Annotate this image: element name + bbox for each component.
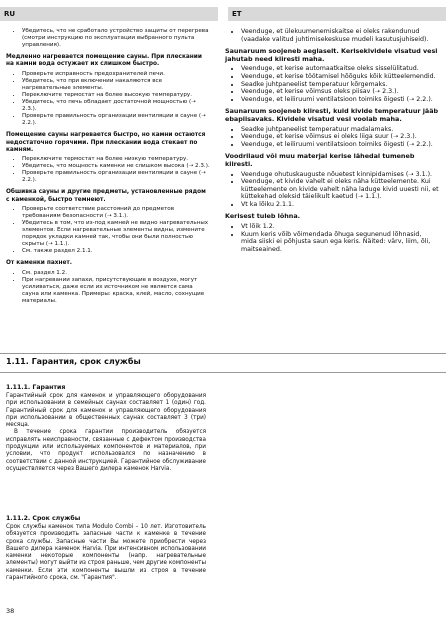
- list-item: • Vt lõik 1.2.: [241, 223, 439, 231]
- paragraph: В течение срока гарантии производитель обязуется исправлять неисправности, связанные с дефектом производства продукции или используемых компонентов и материалов, при условии, что продукт использовался по назначению в соответствии с данной инструкцией. Гарантийное обслуживание осуществляется через Вашего дилера каменок Harvia.: [6, 429, 206, 472]
- paragraph: Срок службы каменок типа Modulo Combi – 10 лет. Изготовитель обязуется производить запасные части к каменке в течение срока службы. Запасные части Вы можете приобрести через Вашего дилера каменок Harvia. При интенсивном использовании каменки некоторые компоненты (напр. нагревательные элементы) могут выйти из строя раньше, чем другие компоненты каменки. Если эти компоненты вышли из строя в течение гарантийного срока, см. "Гарантия".: [6, 524, 206, 582]
- list-item: • Переключите термостат на более высокую температуру.: [22, 92, 210, 99]
- list-item: • Veenduge, et kerise võimsus ei oleks liiga suur (➝ 2.3.).: [241, 133, 439, 141]
- paragraph: Гарантийный срок для каменок и управляющего оборудования при использовании в семейных саунах составляет 1 (один) год. Гарантийный срок для каменок и управляющего оборудования при использовании в общественных саунах составляет 3 (три) месяца.: [6, 393, 206, 429]
- et-intro-list: [225, 28, 439, 43]
- list-item: • Проверьте соответствие расстояний до предметов требованиям безопасности (➝ 3.1.).: [22, 206, 210, 220]
- ru-service-life-subsection: [6, 515, 206, 582]
- et-block-heading: Saunaruum soojeneb aeglaselt. Kerisekividele visatud vesi jahutab need kiiresti maha.: [225, 47, 438, 63]
- ru-block-list: [6, 206, 210, 256]
- list-item: • При нагревании запахи, присутствующие в воздухе, могут усиливаться, даже если их источником не является сама сауна или каменка. Примеры: краска, клей, масло, сохнущие материалы.: [22, 277, 210, 305]
- et-block-list: [225, 223, 439, 253]
- ru-block-heading: От каменки пахнет.: [6, 260, 72, 267]
- list-item: • Убедитесь в том, что из-под камней не видно нагревательных элементов. Если нагревательные элементы видны, измените порядок укладки камней так, чтобы они были полностью скрыты (➝ 1.1.).: [22, 220, 210, 248]
- ru-troubleshooting-column: [6, 28, 210, 305]
- section-title-warranty: 1.11. Гарантия, срок службы: [6, 357, 141, 366]
- list-item: • Kuum keris võib võimendada õhuga segunenud lõhnasid, mida siiski ei põhjusta saun ega keris. Näited: värv, liim, õli, maitseained.: [241, 231, 439, 254]
- list-item: • Vt ka lõiku 2.1.1.: [241, 201, 439, 209]
- list-item: • Убедитесь, что не сработало устройство защиты от перегрева (смотри инструкцию по эксплуатации выбранного пульта управления).: [22, 28, 210, 49]
- section-divider-bottom: [0, 372, 446, 373]
- ru-block-heading: Помещение сауны нагревается быстро, но камни остаются недостаточно горячими. При плескании вода стекает по камням.: [6, 132, 206, 153]
- list-item: • Veenduge ohutuskauguste nõuetest kinnipidamises (➝ 3.1.).: [241, 171, 439, 179]
- ru-block-list: [6, 156, 210, 184]
- list-item: • Убедитесь, что при включении накаляются все нагревательные элементы.: [22, 78, 210, 92]
- list-item: • Veenduge, et kerise automaatkaitse oleks sisselülitatud.: [241, 65, 439, 73]
- list-item: • Переключите термостат на более низкую температуру.: [22, 156, 210, 163]
- list-item: • Проверьте правильность организации вентиляции в сауне (➝ 2.2.).: [22, 113, 210, 127]
- et-block-list: [225, 171, 439, 209]
- et-block-heading: Saunaruum soojeneb kiiresti, kuid kivide temperatuur jääb ebapiisavaks. Kividele visatud vesi voolab maha.: [225, 107, 439, 123]
- et-block-list: [225, 126, 439, 149]
- list-item: • Veenduge, et leiliruumi ventilatsioon toimiks õigesti (➝ 2.2.).: [241, 96, 439, 104]
- list-item: • Проверьте правильность организации вентиляции в сауне (➝ 2.2.).: [22, 170, 210, 184]
- list-item: • Seadke juhtpaneelist temperatuur madalamaks.: [241, 126, 439, 134]
- list-item: • Veenduge, et kerise võimsus oleks piisav (➝ 2.3.).: [241, 88, 439, 96]
- et-block-list: [225, 65, 439, 103]
- list-item: • См. также раздел 2.1.1.: [22, 248, 210, 255]
- list-item: • Проверьте исправность предохранителей печи.: [22, 71, 210, 78]
- subsection-title: 1.11.1. Гарантия: [6, 384, 66, 391]
- list-item: • Veenduge, et ülekuumenemiskaitse ei oleks rakendunud (vaadake valitud juhtimisekeskuse mudeli kasutusjuhiseid).: [241, 28, 439, 43]
- section-divider-top: [0, 353, 446, 354]
- list-item: • Veenduge, et leiliruumi ventilatsioon toimiks õigesti (➝ 2.2.).: [241, 141, 439, 149]
- subsection-title: 1.11.2. Срок службы: [6, 515, 81, 522]
- list-item: • Veenduge, et kivide vahelt ei oleks näha kütteelemente. Kui kütteelemente on kivide vahelt näha laduge kivid uuesti nii, et küttekehad oleksid täielikult kaetud (➝ 1.1.).: [241, 178, 439, 201]
- language-tab-ru: RU: [0, 7, 218, 21]
- ru-warranty-subsection: [6, 384, 206, 473]
- language-tab-et: ET: [228, 7, 446, 21]
- et-troubleshooting-column: [225, 28, 439, 253]
- list-item: • Убедитесь, что печь обладает достаточной мощностью (➝ 2.3.).: [22, 99, 210, 113]
- list-item: • См. раздел 1.2.: [22, 270, 210, 277]
- list-item: • Veenduge, et kerise töötamisel hõõguks kõik kütteelemendid.: [241, 73, 439, 81]
- et-block-heading: Voodrilaud või muu materjal kerise lähedal tumeneb kiiresti.: [225, 152, 415, 168]
- list-item: • Убедитесь, что мощность каменки не слишком высока (➝ 2.3.).: [22, 163, 210, 170]
- page-number: 38: [6, 607, 15, 615]
- language-header-bar: [0, 0, 446, 20]
- ru-block-list: [6, 270, 210, 305]
- ru-intro-list: [6, 28, 210, 49]
- ru-block-heading: Обшивка сауны и другие предметы, установленные рядом с каменкой, быстро темнеют.: [6, 189, 206, 203]
- ru-block-heading: Медленно нагревается помещение сауны. При плескании на камни вода остужает их слишком быстро.: [6, 54, 202, 68]
- ru-block-list: [6, 71, 210, 128]
- list-item: • Seadke juhtpaneelist temperatuur kõrgemaks.: [241, 81, 439, 89]
- et-block-heading: Kerisest tuleb lõhna.: [225, 212, 301, 221]
